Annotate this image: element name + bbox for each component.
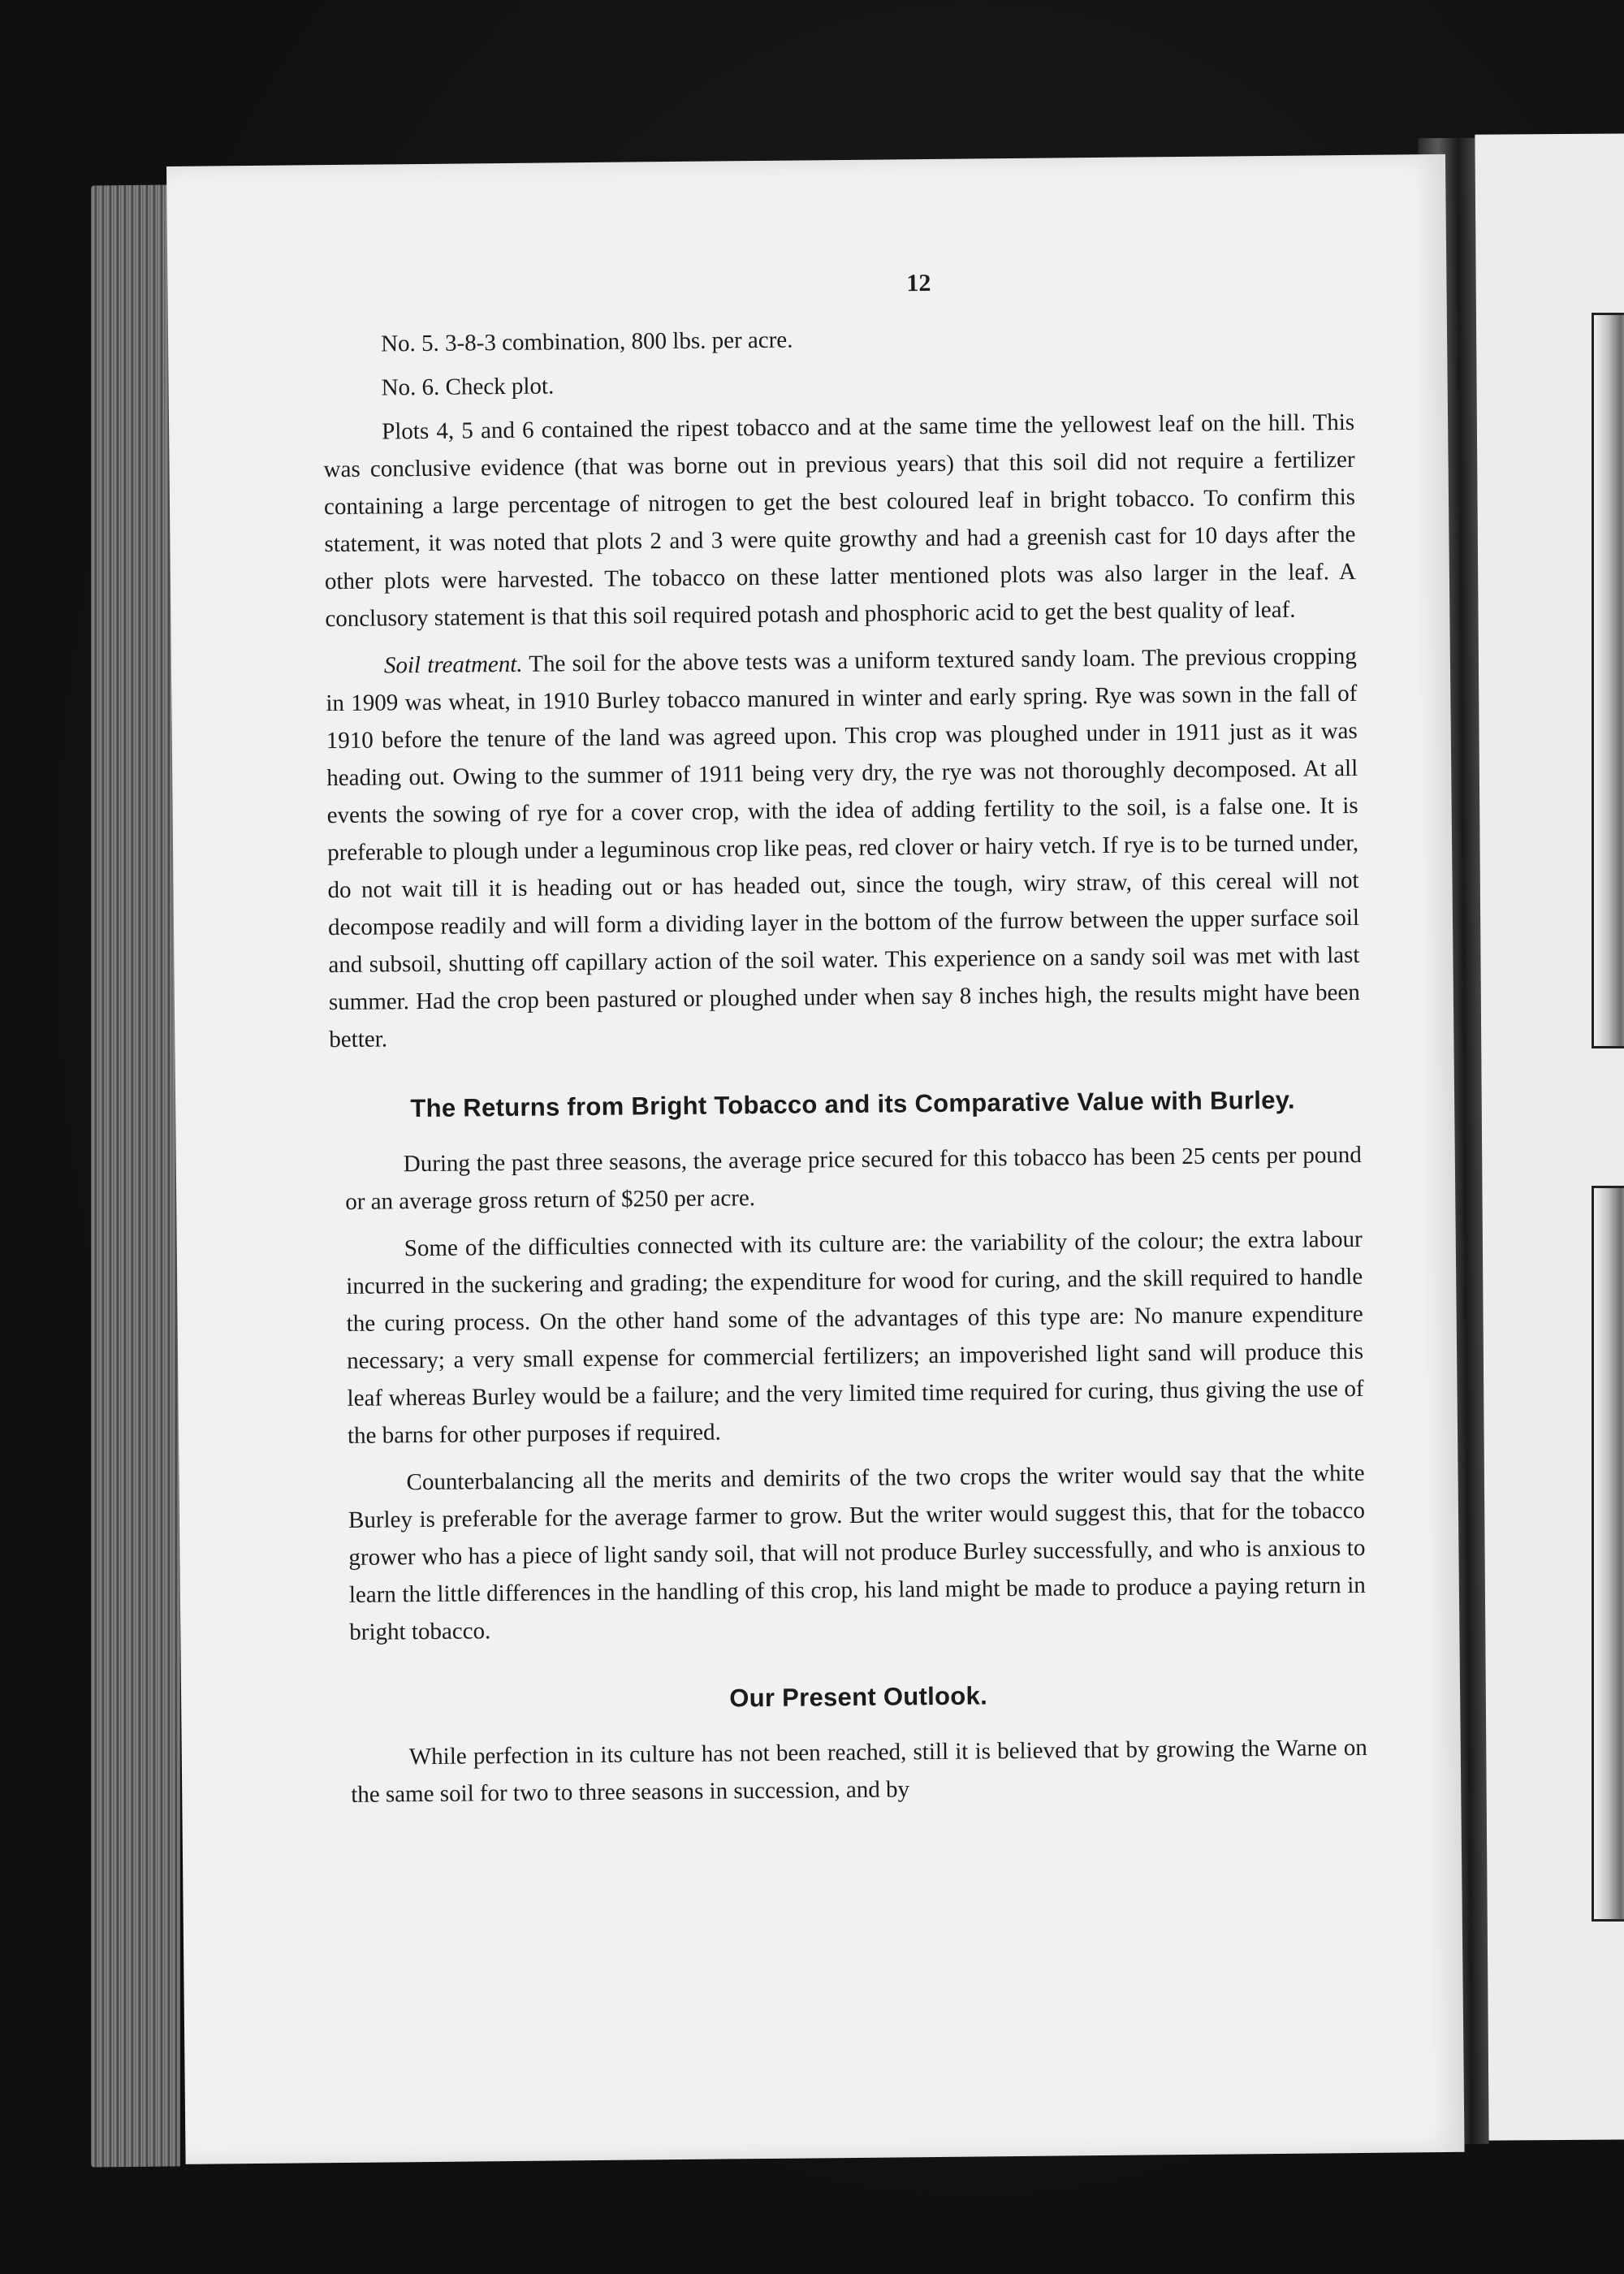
list-item: No. 6. Check plot. [381,373,555,401]
paragraph-returns: During the past three seasons, the average price secured for this tobacco has been 25 cents per pound or an average gross return of $250 per acre. [345,1141,1362,1215]
page-number: 12 [906,269,931,297]
paragraph-plots: Plots 4, 5 and 6 contained the ripest tobacco and at the same time the yellowest leaf on the hill. This was conclusive evidence (that was borne out in previous years) that this soil did not require a fertilizer containing a large percentage of nitrogen to get the best coloured leaf in bright tobacco. To confirm this statement, it was noted that plots 2 and 3 were quite growthy and had a greenish cast for 10 days after the other plots were harvested. The tobacco on these latter mentioned plots was also larger in the leaf. A conclusory statement is that this soil required potash and phosphoric acid to get the best quality of leaf. [323,409,1357,633]
page-text [322,261,1367,1823]
soil-treatment-text: The soil for the above tests was a uniform textured sandy loam. The previous cropping in 1909 was wheat, in 1910 Burley tobacco manured in winter and early spring. Rye was sown in the fall of 1910 before the tenure of the land was agreed upon. This crop was ploughed under in 1911 just as it was heading out. Owing to the summer of 1911 being very dry, the rye was not thoroughly decomposed. At all events the sowing of rye for a cover crop, with the idea of adding fertility to the soil, is a false one. It is preferable to plough under a leguminous crop like peas, red clover or hairy vetch. If rye is to be turned under, do not wait till it is heading out or has headed out, since the tough, wiry straw, of this cereal will not decompose readily and will form a dividing layer in the bottom of the furrow between the upper surface soil and subsoil, shutting off capillary action of the soil water. This experience on a sandy soil was met with last summer. Had the crop been pastured or ploughed under when say 8 inches high, the results might have been better. [326,642,1360,1053]
section-returns [330,1081,1367,1814]
photo-plate-top [1592,313,1624,1048]
paragraph-outlook: While perfection in its culture has not been reached, still it is believed that by growing the Warne on the same soil for two to three seasons in succession, and by [351,1734,1367,1808]
paragraph-soil-treatment [326,638,1361,1058]
paragraph-difficulties: Some of the difficulties connected with its culture are: the variability of the colour; the extra labour incurred in the suckering and grading; the expenditure for wood for curing, and the skill required to handle the curing process. On the other hand some of the advantages of this type are: No manure expenditure necessary; a very small expense for commercial fertilizers; an impoverished light sand will produce this leaf whereas Burley would be a failure; and the very limited time required for curing, thus giving the use of the barns for other purposes if required. [346,1226,1364,1449]
page-edges [91,184,180,2167]
soil-treatment-label: Soil treatment. [383,651,523,679]
heading-outlook: Our Present Outlook. [729,1681,988,1713]
left-page [166,154,1465,2164]
paragraph-counterbalancing: Counterbalancing all the merits and demirits of the two crops the writer would say that the white Burley is preferable for the average farmer to grow. But the writer would suggest this, that for the tobacco grower who has a piece of light sandy soil, that will not produce Burley successfully, and who is anxious to learn the little differences in the handling of this crop, his land might be made to produce a paying return in bright tobacco. [348,1459,1366,1645]
photo-plate-bottom [1592,1186,1624,1922]
list-item: No. 5. 3-8-3 combination, 800 lbs. per acre. [380,326,793,357]
heading-returns: The Returns from Bright Tobacco and its Comparative Value with Burley. [410,1085,1296,1123]
